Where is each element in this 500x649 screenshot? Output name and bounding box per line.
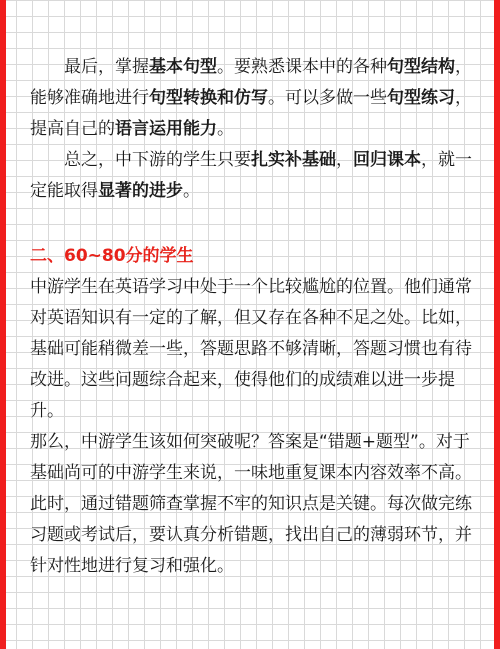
text-segment: 。要熟悉课本中的各种 (217, 57, 387, 77)
bold-phrase: 扎实补基础 (251, 150, 336, 170)
bold-phrase: 句型练习 (387, 88, 455, 108)
text-segment: ，提高自己的 (30, 88, 472, 139)
bold-phrase: 语言运用能力 (115, 119, 217, 139)
text-segment: 。 (217, 119, 234, 139)
bold-phrase: 句型转换和仿写 (149, 88, 268, 108)
paragraph-sentence-patterns (30, 52, 478, 145)
text-segment: 。可以多做一些 (268, 88, 387, 108)
text-segment: ，能够准确地进行 (30, 57, 472, 108)
text-segment: ， (336, 150, 353, 170)
paragraph-breakthrough: 那么，中游学生该如何突破呢？答案是“错题+题型”。对于基础尚可的中游学生来说，一味地重复课本内容效率不高。此时，通过错题筛查掌握不牢的知识点是关键。每次做完练习题或考试后，要认真分析错题，找出自己的薄弱环节，并针对性地进行复习和强化。 (30, 432, 472, 576)
text-segment: 。 (183, 181, 200, 201)
paragraph-mid-students: 中游学生在英语学习中处于一个比较尴尬的位置。他们通常对英语知识有一定的了解，但又存在各种不足之处。比如，基础可能稍微差一些，答题思路不够清晰，答题习惯也有待改进。这些问题综合起来，使得他们的成绩难以进一步提升。 (30, 277, 472, 421)
text-segment: ，就一定能取得 (30, 150, 472, 201)
paragraph-summary (30, 145, 478, 207)
left-red-border (0, 0, 6, 649)
bold-phrase: 回归课本 (353, 150, 421, 170)
bold-phrase: 显著的进步 (98, 181, 183, 201)
bold-phrase: 句型结构 (387, 57, 455, 77)
right-red-border (494, 0, 500, 649)
spacer (30, 207, 478, 241)
section-heading: 二、60~80分的学生 (30, 246, 194, 266)
text-segment: 总之，中下游的学生只要 (64, 150, 251, 170)
bold-phrase: 基本句型 (149, 57, 217, 77)
document-body (30, 52, 478, 582)
text-segment: 最后，掌握 (64, 57, 149, 77)
